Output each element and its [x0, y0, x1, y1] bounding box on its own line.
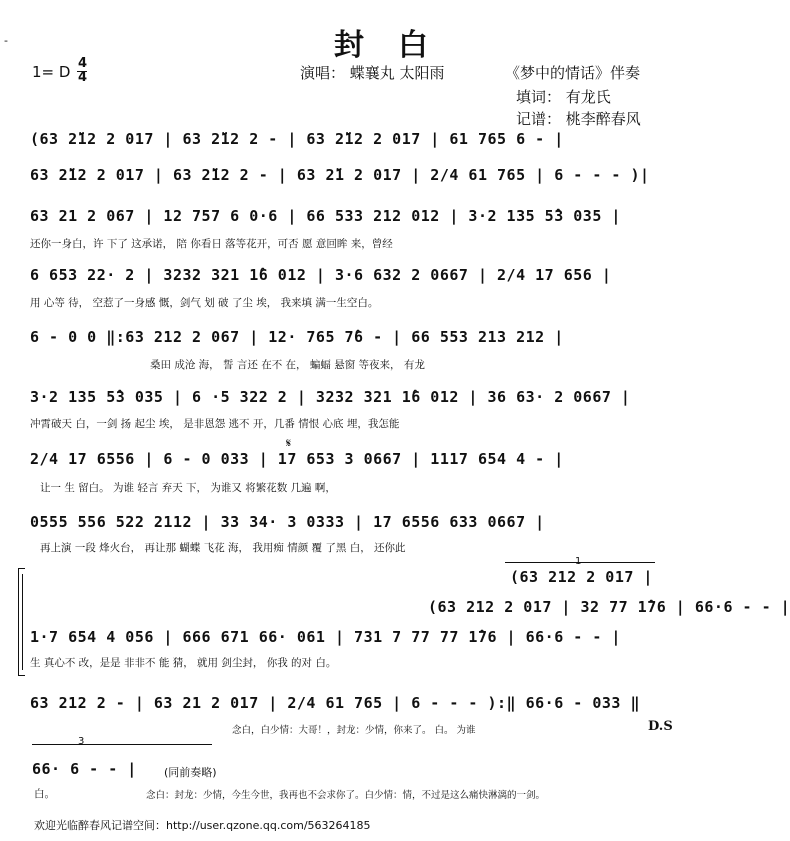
ending-notes-open: (63 212 2 017 |	[510, 568, 653, 586]
time-signature-bottom: 4	[78, 70, 88, 85]
system-11-notes: 63 212 2 - | 63 21 2 017 | 2/4 61 765 | 6 - - - ):‖ 66·6 - 033 ‖	[30, 694, 640, 712]
system-8-notes: 0555 556 522 2112 | 33 34· 3 0333 | 17 6556 633 0667 |	[30, 513, 545, 531]
coda-triplet-line	[32, 744, 212, 745]
system-4-lyrics: 用 心等 待， 空惹了一身感 慨，剑气 划 破 了尘 埃， 我来填 满一生空白。	[30, 297, 379, 309]
system-12-lyrics: 白。	[34, 788, 55, 800]
volta-number: 1	[575, 556, 582, 567]
system-5-lyrics: 桑田 成沧 海， 誓 言还 在不 在， 蝙蝠 悬窗 等夜来， 有龙	[150, 359, 425, 371]
coda-hint: (同前奏略)	[164, 766, 217, 779]
bracket-inner-line	[22, 574, 23, 670]
system-8-lyrics: 再上演 一段 烽火台， 再让那 蝴蝶 飞花 海， 我用痴 情颜 覆 了黑 白， 还你此	[40, 542, 406, 554]
system-6-notes: 3·2 135 5̂3 035 | 6 ·5 322 2 | 3232 321 1̂6 012 | 36 63· 2 0667 |	[30, 388, 631, 406]
accompaniment: 《梦中的情话》伴奏	[505, 64, 641, 82]
system-11-lyrics: 念白，白少情：大哥！，封龙：少情，你来了。 白。 为谁	[232, 725, 476, 736]
time-signature-top: 4	[78, 56, 88, 71]
transcriber: 记谱： 桃李醉春风	[516, 110, 641, 128]
system-2-notes: 63 2̈12 2 017 | 63 2̈12 2 - | 63 2̈1 2 017 | 2/4 61 765 | 6 - - - )|	[30, 166, 650, 184]
system-7-lyrics: 让一 生 留白。 为谁 轻言 弃天 下， 为谁又 将繁花数 几遍 啊，	[40, 482, 336, 494]
lyricist: 填词： 有龙氏	[516, 88, 611, 106]
page-title: 封白	[334, 28, 462, 63]
system-6-lyrics: 冲霄破天 白，一剑 扬 起尘 埃， 是非恩怨 逃不 开，几番 情恨 心底 埋，我怎能	[30, 418, 400, 430]
system-3-notes: 63 21 2 067 | 12 757 6 0·6 | 66 533 212 012 | 3·2 135 5̂3 035 |	[30, 207, 621, 225]
footer-link[interactable]: 欢迎光临醉春风记谱空间：http://user.qzone.qq.com/563264185	[34, 819, 371, 832]
triplet-number: 3	[78, 736, 85, 747]
system-9-notes: (63 212 2 017 | 32 77 1̂76 | 66·6 - - |	[428, 598, 790, 616]
system-3-lyrics: 还你一身白，许 下了 这承诺， 陪 你看日 落等花开，可否 愿 意回眸 来，曾经	[30, 238, 393, 250]
system-4-notes: 6 653 22· 2 | 3232 321 1̂6 012 | 3·6 632 2 0667 | 2/4 17 656 |	[30, 266, 612, 284]
key-signature: 1= D	[32, 63, 71, 81]
segno-icon: 𝄋	[286, 436, 292, 450]
system-10-lyrics: 生 真心不 改，是是 非非不 能 猜， 就用 剑尘封， 你我 的对 白。	[30, 657, 337, 669]
system-7-notes: 2/4 17 6556 | 6 - 0 033 | 17 653 3 0667 | 1117 654 4 - |	[30, 450, 564, 468]
narration: 念白：封龙：少情，今生今世，我再也不会求你了。白少情：情，不过是这么痛快淋漓的一剑。	[146, 790, 546, 801]
singers: 演唱： 蝶襄丸 太阳雨	[300, 64, 445, 82]
system-12-notes: 66· 6 - - |	[32, 760, 137, 778]
volta-line	[505, 562, 655, 563]
ds-mark: D.S	[648, 719, 673, 734]
system-1-notes: (63 2̈12 2 017 | 63 2̈12 2 - | 63 2̈12 2 017 | 61 765 6 - |	[30, 130, 564, 148]
system-10-notes: 1·7 654 4 056 | 666 671 66· 061 | 731 7 77 77 1̂76 | 66·6 - - |	[30, 628, 621, 646]
system-5-notes: 6 - 0 0 ‖:63 212 2 067 | 12· 765 7̂6 - | 66 553 213 212 |	[30, 328, 564, 346]
margin-dash: -	[4, 34, 8, 47]
